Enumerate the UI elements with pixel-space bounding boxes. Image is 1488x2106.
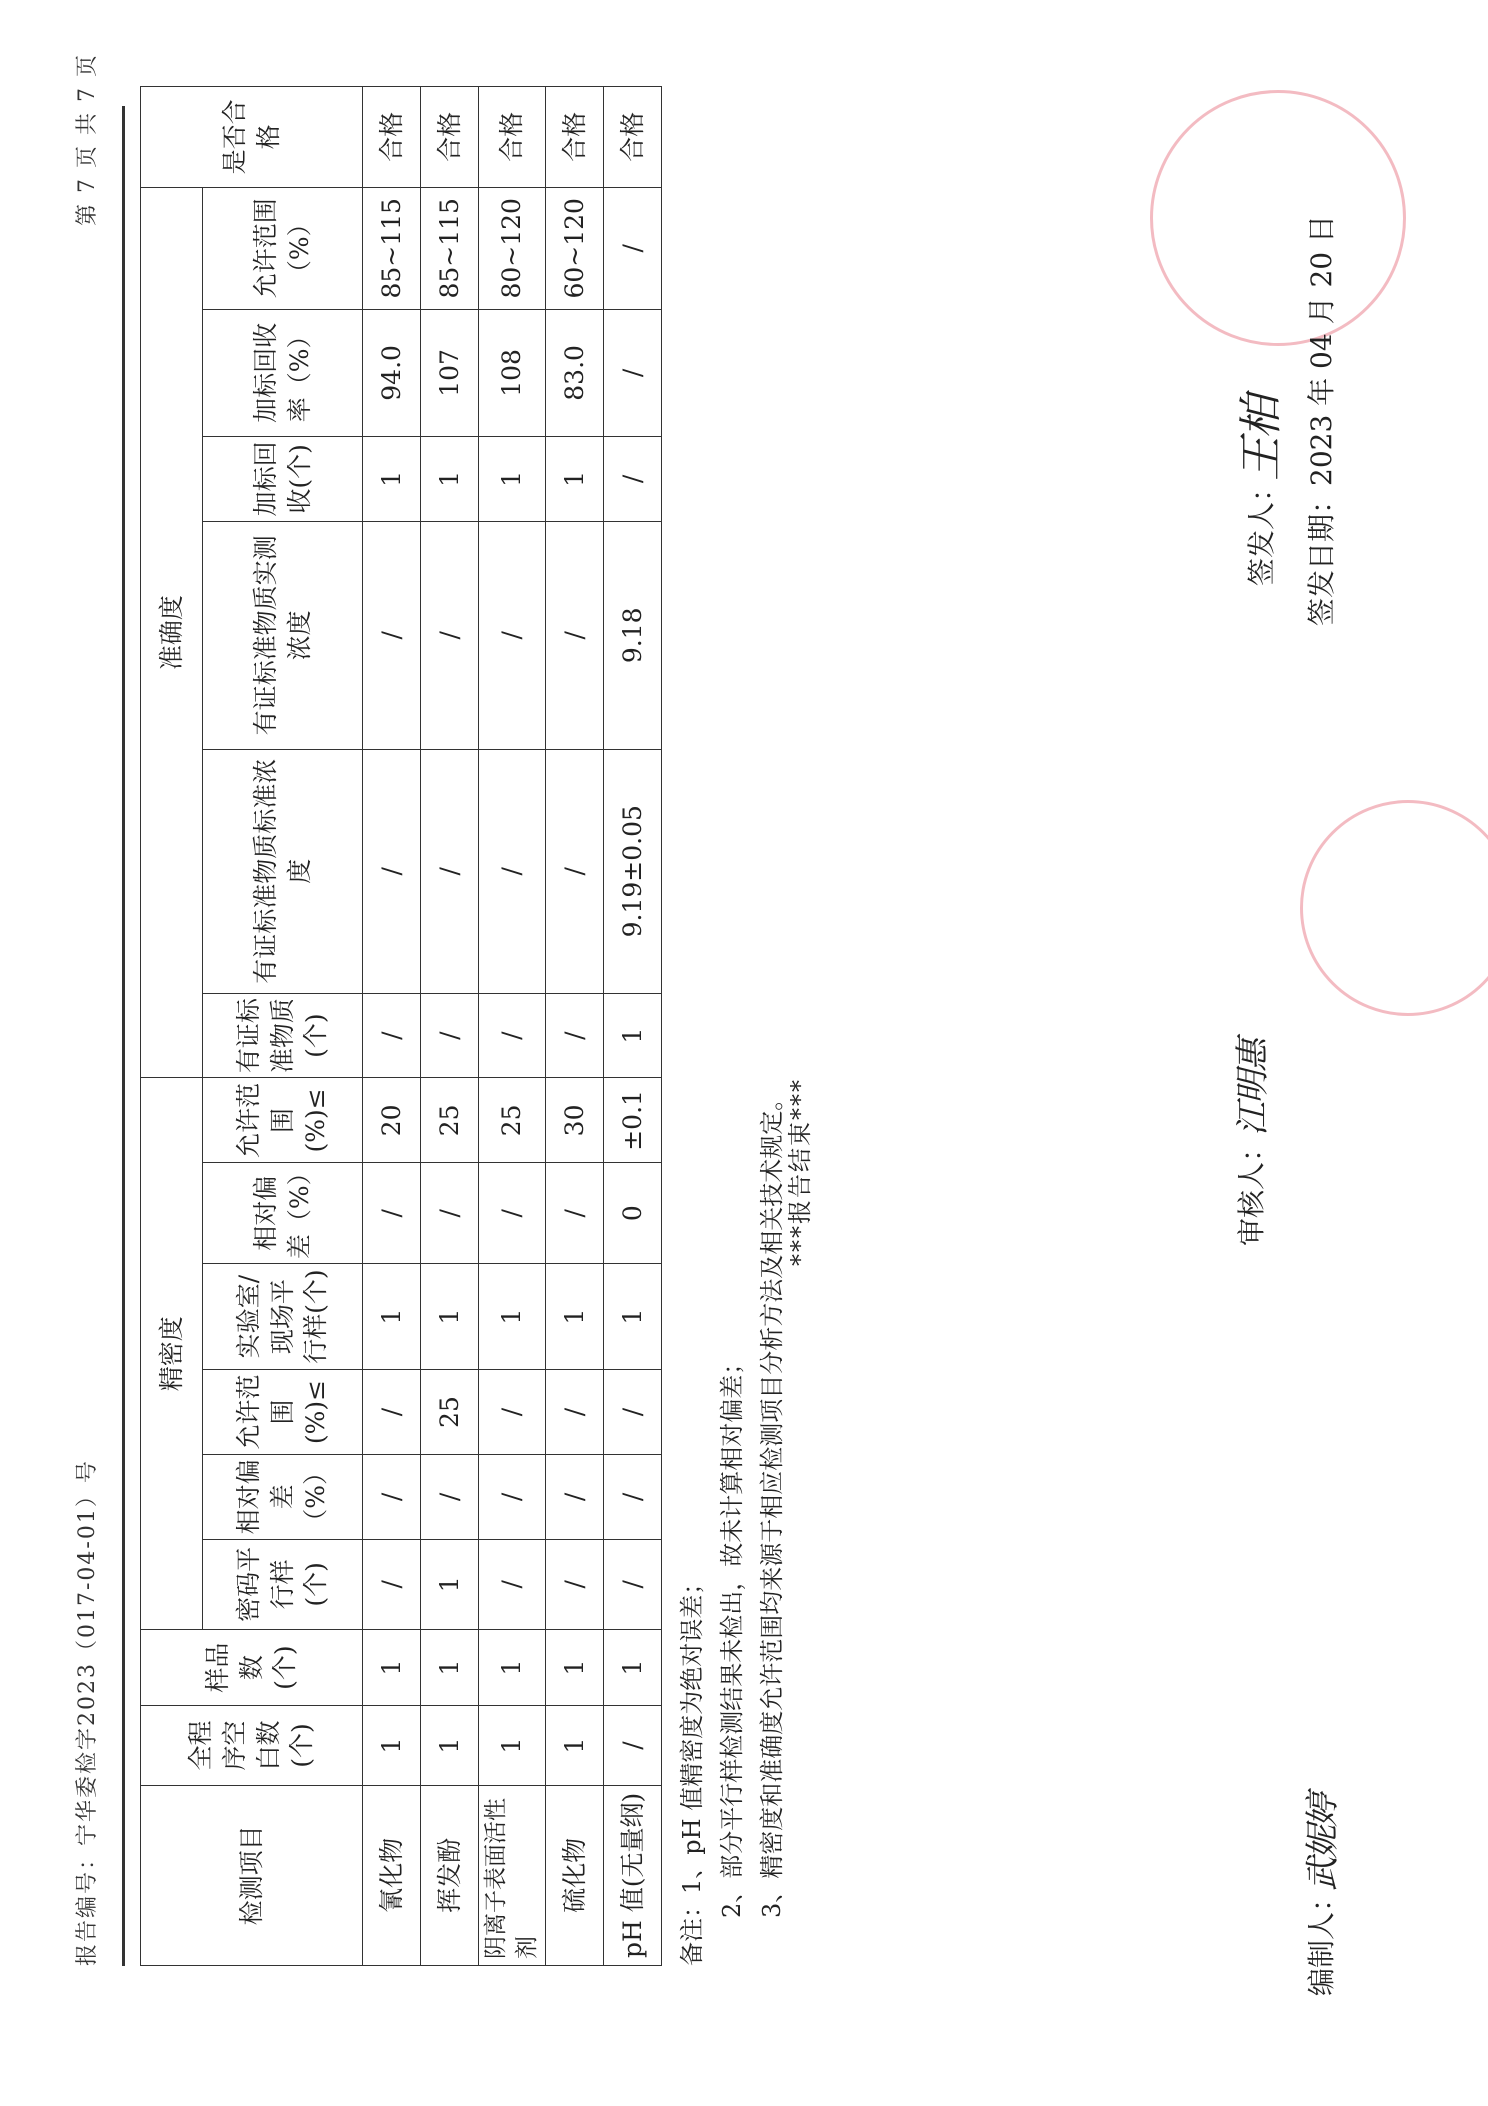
- cell-blank: 1: [546, 1706, 604, 1786]
- reviewer-signature: 江明惠: [1233, 1040, 1273, 1136]
- cell-blank: 1: [479, 1706, 546, 1786]
- cell-item: pH 值(无量纲): [604, 1785, 662, 1965]
- cell-item: 阴离子表面活性剂: [479, 1785, 546, 1965]
- cell-samples: 1: [421, 1629, 479, 1705]
- cell-spike-range: 85~115: [421, 187, 479, 309]
- official-seal: [1150, 90, 1406, 346]
- cell-qualified: 合格: [363, 87, 421, 188]
- cell-crm-meas: /: [479, 521, 546, 749]
- cell-lab: 1: [421, 1264, 479, 1370]
- cell-lab: 1: [363, 1264, 421, 1370]
- cell-spike-rate: 83.0: [546, 309, 604, 436]
- cell-lab: 1: [546, 1264, 604, 1370]
- cell-spike-rate: 107: [421, 309, 479, 436]
- note-line-1: 备注：1、pH 值精密度为绝对误差；: [678, 1570, 706, 1966]
- cell-rd2: /: [363, 1163, 421, 1264]
- header-sample-count: 样品数(个): [141, 1629, 363, 1705]
- table-row: [604, 87, 662, 1966]
- cell-secret: /: [363, 1539, 421, 1629]
- header-allow-range-1: 允许范围(%)≤: [203, 1370, 363, 1455]
- cell-crm: /: [421, 993, 479, 1078]
- cell-rd2: 0: [604, 1163, 662, 1264]
- cell-ar1: /: [546, 1370, 604, 1455]
- header-crm-count: 有证标准物质(个): [203, 993, 363, 1078]
- cell-spike: /: [604, 437, 662, 522]
- official-seal: [1300, 800, 1488, 1016]
- cell-ar2: 25: [421, 1078, 479, 1163]
- cell-spike: 1: [363, 437, 421, 522]
- header-spike-rate: 加标回收率（%）: [203, 309, 363, 436]
- header-divider: [122, 106, 125, 1966]
- cell-rd1: /: [546, 1454, 604, 1539]
- cell-crm-std: /: [546, 749, 604, 993]
- cell-crm-meas: /: [363, 521, 421, 749]
- cell-ar1: /: [479, 1370, 546, 1455]
- cell-rd2: /: [421, 1163, 479, 1264]
- cell-spike-range: 85~115: [363, 187, 421, 309]
- cell-spike: 1: [546, 437, 604, 522]
- cell-samples: 1: [363, 1629, 421, 1705]
- header-secret-parallel: 密码平行样(个): [203, 1539, 363, 1629]
- report-number-value: 宁华委检字2023（017-04-01）号: [75, 1459, 100, 1846]
- cell-item: 硫化物: [546, 1785, 604, 1965]
- compiler-label: 编制人：: [1305, 1883, 1338, 1996]
- cell-secret: /: [479, 1539, 546, 1629]
- cell-crm-std: /: [363, 749, 421, 993]
- report-number-label: 报告编号：: [75, 1845, 100, 1966]
- header-rel-dev-1: 相对偏差（%）: [203, 1454, 363, 1539]
- reviewer-label: 审核人：: [1235, 1133, 1268, 1246]
- note-line-3: 3、精密度和准确度允许范围均来源于相应检测项目分析方法及相关技术规定。: [758, 1086, 786, 1918]
- header-spike-count: 加标回收(个): [203, 437, 363, 522]
- table-row: [363, 87, 421, 1966]
- header-item: 检测项目: [141, 1785, 363, 1965]
- cell-ar2: ±0.1: [604, 1078, 662, 1163]
- cell-blank: /: [604, 1706, 662, 1786]
- header-crm-std: 有证标准物质标准浓度: [203, 749, 363, 993]
- cell-ar1: /: [604, 1370, 662, 1455]
- cell-spike: 1: [421, 437, 479, 522]
- notes-block: [672, 1087, 792, 1966]
- cell-crm-meas: /: [421, 521, 479, 749]
- cell-secret: /: [546, 1539, 604, 1629]
- cell-blank: 1: [363, 1706, 421, 1786]
- cell-qualified: 合格: [546, 87, 604, 188]
- cell-lab: 1: [604, 1264, 662, 1370]
- cell-spike-range: 80~120: [479, 187, 546, 309]
- cell-item: 挥发酚: [421, 1785, 479, 1965]
- qc-table: [140, 86, 662, 1966]
- cell-rd1: /: [604, 1454, 662, 1539]
- cell-crm: 1: [604, 993, 662, 1078]
- cell-qualified: 合格: [479, 87, 546, 188]
- header-spike-range: 允许范围（%）: [203, 187, 363, 309]
- header-crm-measured: 有证标准物质实测浓度: [203, 521, 363, 749]
- header-allow-range-2: 允许范围(%)≤: [203, 1078, 363, 1163]
- report-end-mark: ***报告结束***: [786, 1078, 814, 1266]
- cell-spike: 1: [479, 437, 546, 522]
- table-row: [479, 87, 546, 1966]
- cell-crm-std: /: [421, 749, 479, 993]
- cell-secret: 1: [421, 1539, 479, 1629]
- table-row: [421, 87, 479, 1966]
- cell-crm-meas: /: [546, 521, 604, 749]
- cell-samples: 1: [546, 1629, 604, 1705]
- cell-lab: 1: [479, 1264, 546, 1370]
- header-precision: 精密度: [141, 1078, 203, 1629]
- cell-crm: /: [363, 993, 421, 1078]
- header-lab-field-parallel: 实验室/现场平行样(个): [203, 1264, 363, 1370]
- page-info: 第 7 页 共 7 页: [75, 53, 100, 226]
- header-rel-dev-2: 相对偏差（%）: [203, 1163, 363, 1264]
- report-number: [70, 1459, 101, 1966]
- cell-item: 氰化物: [363, 1785, 421, 1965]
- cell-secret: /: [604, 1539, 662, 1629]
- cell-crm-std: /: [479, 749, 546, 993]
- cell-crm: /: [546, 993, 604, 1078]
- cell-spike-rate: 94.0: [363, 309, 421, 436]
- issue-date: 2023 年 04 月 20 日: [1305, 214, 1338, 486]
- header-blank: 全程序空白数(个): [141, 1706, 363, 1786]
- cell-blank: 1: [421, 1706, 479, 1786]
- cell-qualified: 合格: [604, 87, 662, 188]
- note-line-2: 2、部分平行样检测结果未检出，故未计算相对偏差；: [718, 1350, 746, 1918]
- cell-ar2: 30: [546, 1078, 604, 1163]
- cell-crm-std: 9.19±0.05: [604, 749, 662, 993]
- cell-qualified: 合格: [421, 87, 479, 188]
- cell-spike-range: /: [604, 187, 662, 309]
- table-row: [546, 87, 604, 1966]
- issue-date-label: 签发日期：: [1305, 485, 1338, 626]
- cell-rd1: /: [363, 1454, 421, 1539]
- header-accuracy: 准确度: [141, 187, 203, 1078]
- cell-crm-meas: 9.18: [604, 521, 662, 749]
- cell-rd2: /: [479, 1163, 546, 1264]
- cell-samples: 1: [479, 1629, 546, 1705]
- cell-crm: /: [479, 993, 546, 1078]
- issuer-signature: 王柏: [1236, 397, 1287, 481]
- cell-spike-rate: 108: [479, 309, 546, 436]
- cell-ar1: 25: [421, 1370, 479, 1455]
- cell-ar1: /: [363, 1370, 421, 1455]
- cell-spike-rate: /: [604, 309, 662, 436]
- issuer-label: 签发人：: [1245, 473, 1278, 586]
- cell-rd1: /: [421, 1454, 479, 1539]
- cell-rd2: /: [546, 1163, 604, 1264]
- cell-rd1: /: [479, 1454, 546, 1539]
- cell-ar2: 25: [479, 1078, 546, 1163]
- cell-ar2: 20: [363, 1078, 421, 1163]
- cell-samples: 1: [604, 1629, 662, 1705]
- header-qualified: 是否合格: [141, 87, 363, 188]
- cell-spike-range: 60~120: [546, 187, 604, 309]
- compiler-signature: 武妮婷: [1303, 1795, 1343, 1891]
